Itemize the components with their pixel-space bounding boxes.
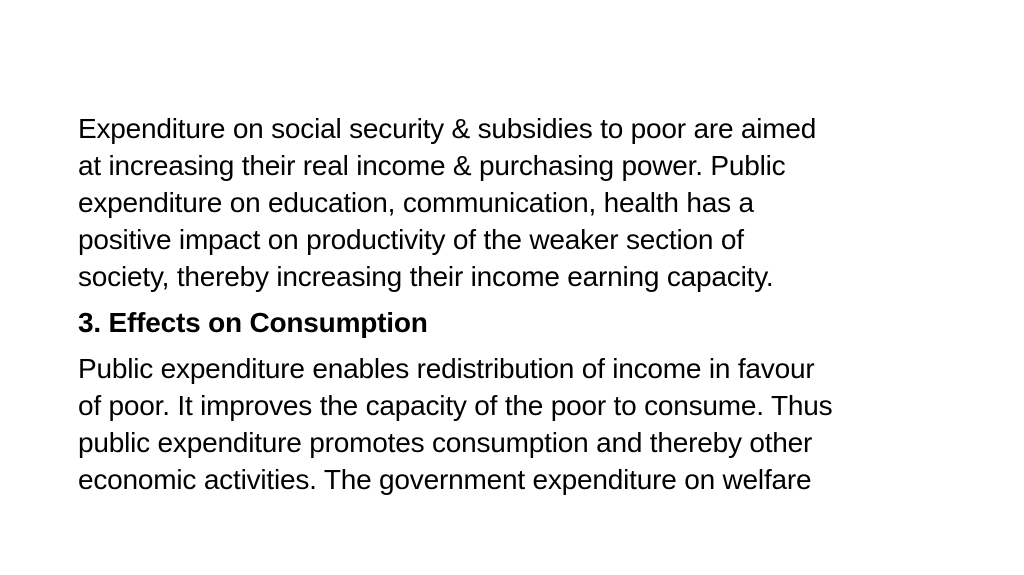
section-heading: 3. Effects on Consumption — [78, 307, 428, 338]
text-line: economic activities. The government expenditure on welfare — [78, 464, 812, 495]
text-line: public expenditure promotes consumption and thereby other — [78, 427, 813, 458]
text-line: Expenditure on social security & subsidies to poor are aimed — [78, 113, 817, 144]
text-line: expenditure on education, communication, health has a — [78, 187, 754, 218]
text-line: of poor. It improves the capacity of the poor to consume. Thus — [78, 390, 833, 421]
text-line: society, thereby increasing their income earning capacity. — [78, 261, 774, 292]
text-line: positive impact on productivity of the weaker section of — [78, 224, 744, 255]
slide-body — [78, 110, 978, 498]
text-line: Public expenditure enables redistribution of income in favour — [78, 353, 815, 384]
paragraph-social-security — [78, 110, 978, 295]
text-line: at increasing their real income & purchasing power. Public — [78, 150, 786, 181]
paragraph-consumption — [78, 350, 978, 498]
